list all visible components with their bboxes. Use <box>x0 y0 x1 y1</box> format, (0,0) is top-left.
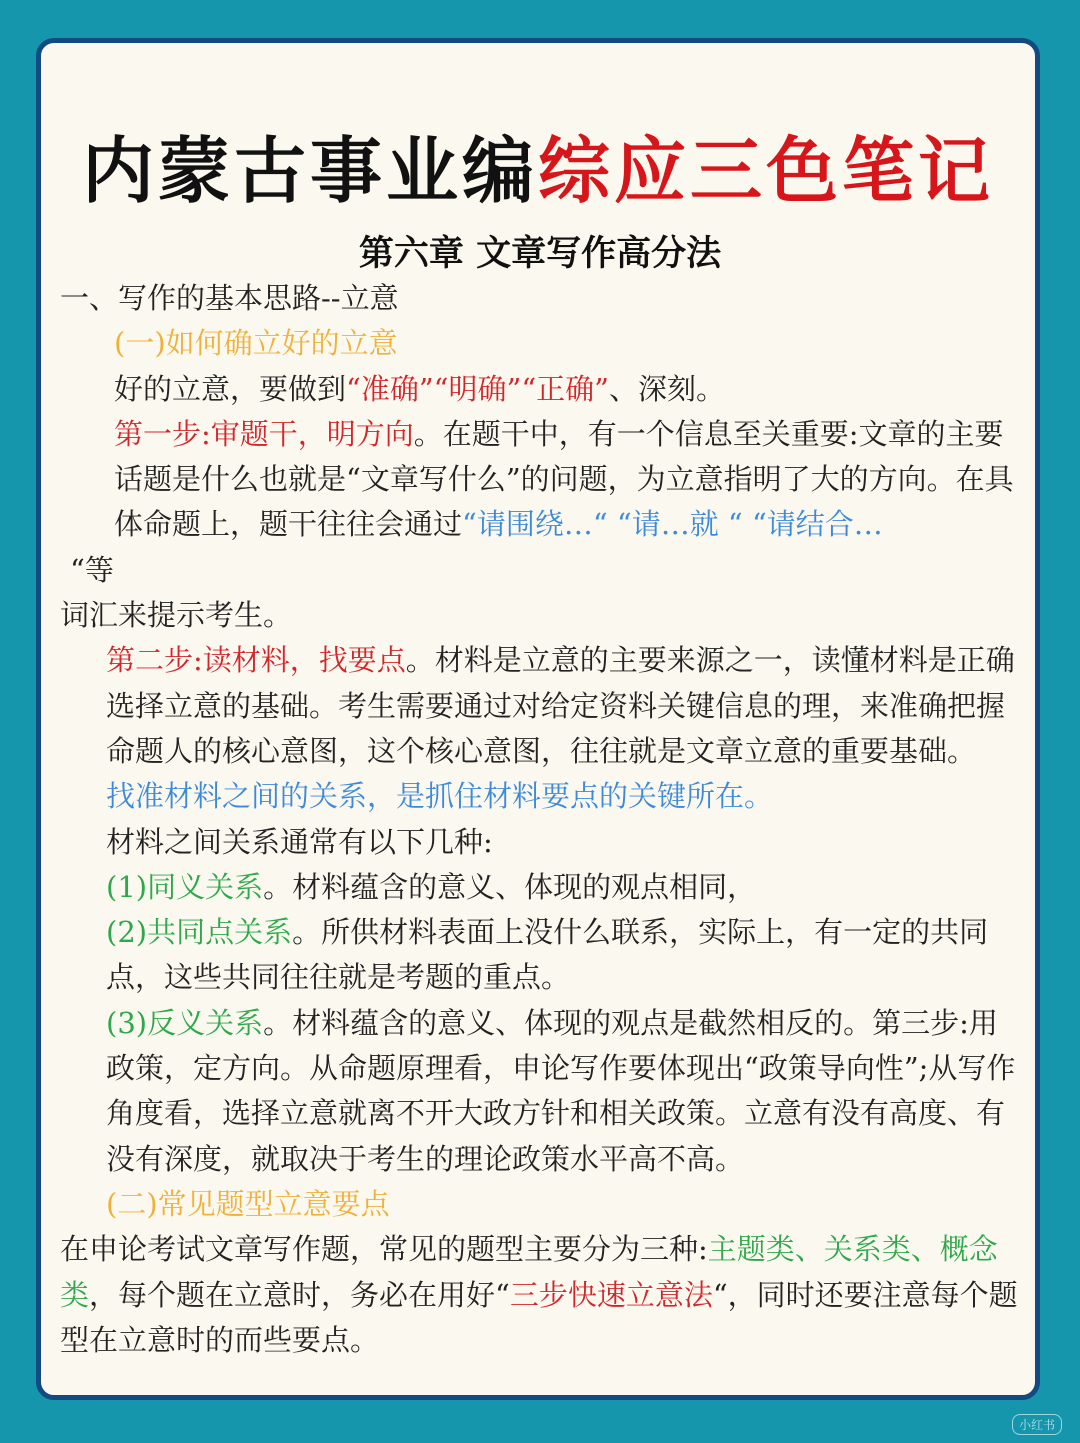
relation-text: 。材料蕴含的意义、体现的观点是截然相反的。第三步:用政策，定方向。从命题原理看，申论写作要体现出“政策导向性”;从写作角度看，选择立意就离不开大政方针和相关政策。立意有没有高度、有没有深度，就取决于考生的理论政策水平高不高。 <box>106 1005 1016 1176</box>
step1-prompts: “请围绕…“ “请…就 “ “请结合… <box>462 507 883 542</box>
page-title <box>41 113 1035 217</box>
paragraph-step2 <box>60 638 1020 774</box>
relations-intro: 材料之间关系通常有以下几种: <box>106 824 493 859</box>
paragraph-final <box>60 1227 1020 1363</box>
relation-label: (2)共同点关系 <box>106 915 293 950</box>
paragraph-step1-cont: “等 <box>70 552 114 587</box>
relation-item-2 <box>60 910 1020 1001</box>
subsection-heading-1: (一)如何确立好的立意 <box>114 326 398 361</box>
section-heading: 一、写作的基本思路--立意 <box>60 281 399 315</box>
text: 好的立意，要做到 <box>114 371 347 406</box>
paragraph-step1 <box>60 412 1020 548</box>
highlight-green: 主题类、关系类、概念类 <box>60 1232 998 1312</box>
step1-label: 第一步:审题干，明方向 <box>114 416 414 451</box>
text: 在申论考试文章写作题，常见的题型主要分为三种: <box>60 1232 708 1267</box>
chapter-heading: 第六章 文章写作高分法 <box>358 233 722 274</box>
note-body <box>60 276 1020 1363</box>
text: ，每个题在立意时，务必在用好“ <box>89 1277 510 1312</box>
text: 、深刻。 <box>608 371 725 406</box>
highlight-red: 三步快速立意法 <box>509 1277 713 1312</box>
subsection-heading-2: (二)常见题型立意要点 <box>106 1186 390 1221</box>
paragraph-good-idea <box>60 367 1020 412</box>
highlight-red: “准确”“明确”“正确” <box>346 371 609 406</box>
step2-text: 。材料是立意的主要来源之一，读懂材料是正确选择立意的基础。考生需要通过对给定资料关键信息的理，来准确把握命题人的核心意图，这个核心意图，往往就是文章立意的重要基础。 <box>106 643 1015 768</box>
relation-text: 。所供材料表面上没什么联系，实际上，有一定的共同点，这些共同往往就是考题的重点。 <box>106 915 989 995</box>
relation-label: (3)反义关系 <box>106 1005 264 1040</box>
text: “，同时还要注意每个题型在立意时的而些要点。 <box>60 1277 1018 1357</box>
title-black: 内蒙古事业编 <box>81 129 538 213</box>
paragraph-step1-end: 词汇来提示考生。 <box>60 598 293 633</box>
relation-text: 。材料蕴含的意义、体现的观点相同， <box>263 869 757 904</box>
relation-label: (1)同义关系 <box>106 869 264 904</box>
step1-text: 。在题干中，有一个信息至关重要:文章的主要话题是什么也就是“文章写什么”的问题，为立意指明了大的方向。在具体命题上，题干往往会通过 <box>114 416 1014 542</box>
title-red: 综应三色笔记 <box>538 129 995 213</box>
relation-item-1 <box>60 865 1020 910</box>
step2-label: 第二步:读材料，找要点 <box>106 643 406 678</box>
key-relation-note: 找准材料之间的关系，是抓住材料要点的关键所在。 <box>106 779 774 814</box>
relation-item-3 <box>60 1001 1020 1182</box>
watermark-logo: 小红书 <box>1012 1414 1062 1435</box>
